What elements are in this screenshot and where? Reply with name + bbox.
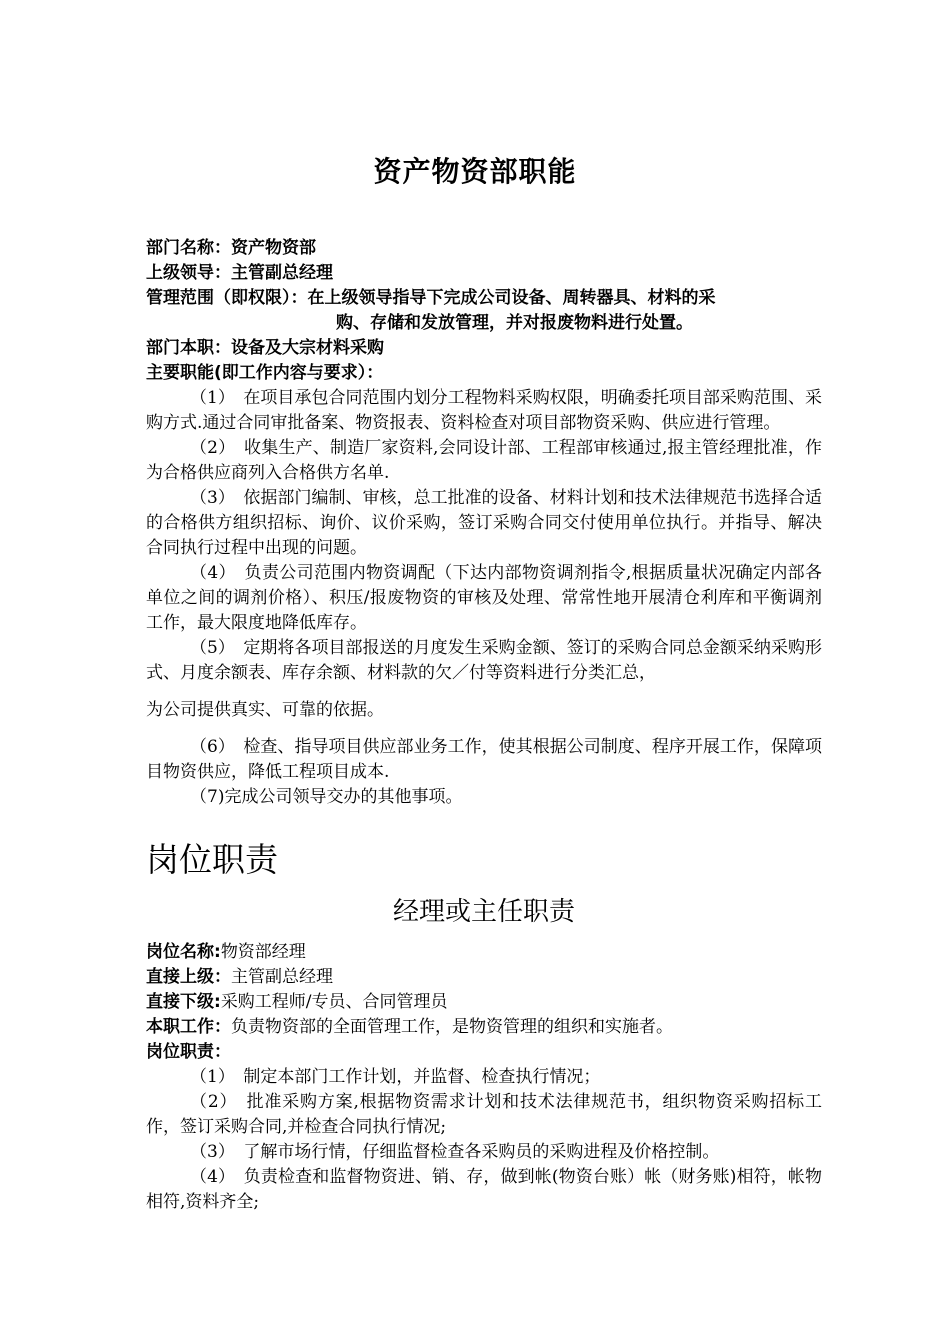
duty-row bbox=[146, 1015, 822, 1040]
position-name-label: 岗位名称: bbox=[146, 942, 221, 962]
functions-heading: 主要职能(即工作内容与要求）： bbox=[146, 363, 384, 383]
section-heading: 岗位职责 bbox=[146, 840, 278, 879]
dept-duty: 部门本职：设备及大宗材料采购 bbox=[146, 338, 384, 358]
superior-row bbox=[146, 965, 822, 990]
responsibility-item: （2） 批准采购方案,根据物资需求计划和技术法律规范书，组织物资采购招标工作，签订采购合同,并检查合同执行情况; bbox=[146, 1092, 822, 1137]
function-item: （1） 在项目承包合同范围内划分工程物料采购权限，明确委托项目部采购范围、采购方式.通过合同审批备案、物资报表、资料检查对项目部物资采购、供应进行管理。 bbox=[146, 388, 822, 433]
position-section bbox=[146, 838, 822, 1215]
function-item: （7)完成公司领导交办的其他事项。 bbox=[190, 787, 463, 807]
dept-scope-line1: 管理范围（即权限）：在上级领导指导下完成公司设备、周转器具、材料的采 bbox=[146, 288, 716, 308]
responsibility-item: （3） 了解市场行情，仔细监督检查各采购员的采购进程及价格控制。 bbox=[190, 1142, 720, 1162]
responsibility-item: （4） 负责检查和监督物资进、销、存，做到帐(物资台账）帐（财务账)相符，帐物相符,资料齐全; bbox=[146, 1167, 822, 1212]
duty-value: 负责物资部的全面管理工作，是物资管理的组织和实施者。 bbox=[231, 1017, 673, 1037]
function-item-continuation: 为公司提供真实、可靠的依据。 bbox=[146, 700, 384, 720]
function-item: （5） 定期将各项目部报送的月度发生采购金额、签订的采购合同总金额采纳采购形式、月度余额表、库存余额、材料款的欠／付等资料进行分类汇总， bbox=[146, 638, 822, 683]
dept-name: 部门名称：资产物资部 bbox=[146, 238, 316, 258]
function-item: （3） 依据部门编制、审核，总工批准的设备、材料计划和技术法律规范书选择合适的合格供方组织招标、询价、议价采购，签订采购合同交付使用单位执行。并指导、解决合同执行过程中出现的问题。 bbox=[146, 488, 822, 558]
subordinate-value: 采购工程师/专员、合同管理员 bbox=[220, 992, 448, 1012]
responsibilities-label: 岗位职责： bbox=[146, 1042, 231, 1062]
dept-leader: 上级领导：主管副总经理 bbox=[146, 263, 333, 283]
function-item: （2） 收集生产、制造厂家资料,会同设计部、工程部审核通过,报主管经理批准，作为合格供应商列入合格供方名单. bbox=[146, 438, 822, 483]
dept-scope-line2: 购、存储和发放管理，并对报废物料进行处置。 bbox=[336, 313, 693, 333]
superior-label: 直接上级： bbox=[146, 967, 231, 987]
position-name-row bbox=[146, 940, 822, 965]
manager-heading: 经理或主任职责 bbox=[392, 897, 575, 927]
subordinate-row bbox=[146, 990, 822, 1015]
responsibility-item: （1） 制定本部门工作计划，并监督、检查执行情况； bbox=[190, 1067, 601, 1087]
superior-value: 主管副总经理 bbox=[231, 967, 333, 987]
department-info bbox=[146, 236, 822, 810]
function-item: （4） 负责公司范围内物资调配（下达内部物资调剂指令,根据质量状况确定内部各单位之间的调剂价格）、积压/报废物资的审核及处理、常常性地开展清仓利库和平衡调剂工作，最大限度地降低库存。 bbox=[146, 563, 822, 633]
duty-label: 本职工作： bbox=[146, 1017, 231, 1037]
responsibilities-row bbox=[146, 1040, 822, 1065]
subordinate-label: 直接下级: bbox=[146, 992, 221, 1012]
position-name-value: 物资部经理 bbox=[220, 942, 306, 962]
function-item: （6） 检查、指导项目供应部业务工作，使其根据公司制度、程序开展工作，保障项目物资供应，降低工程项目成本. bbox=[146, 737, 822, 782]
document-title: 资产物资部职能 bbox=[373, 155, 577, 188]
